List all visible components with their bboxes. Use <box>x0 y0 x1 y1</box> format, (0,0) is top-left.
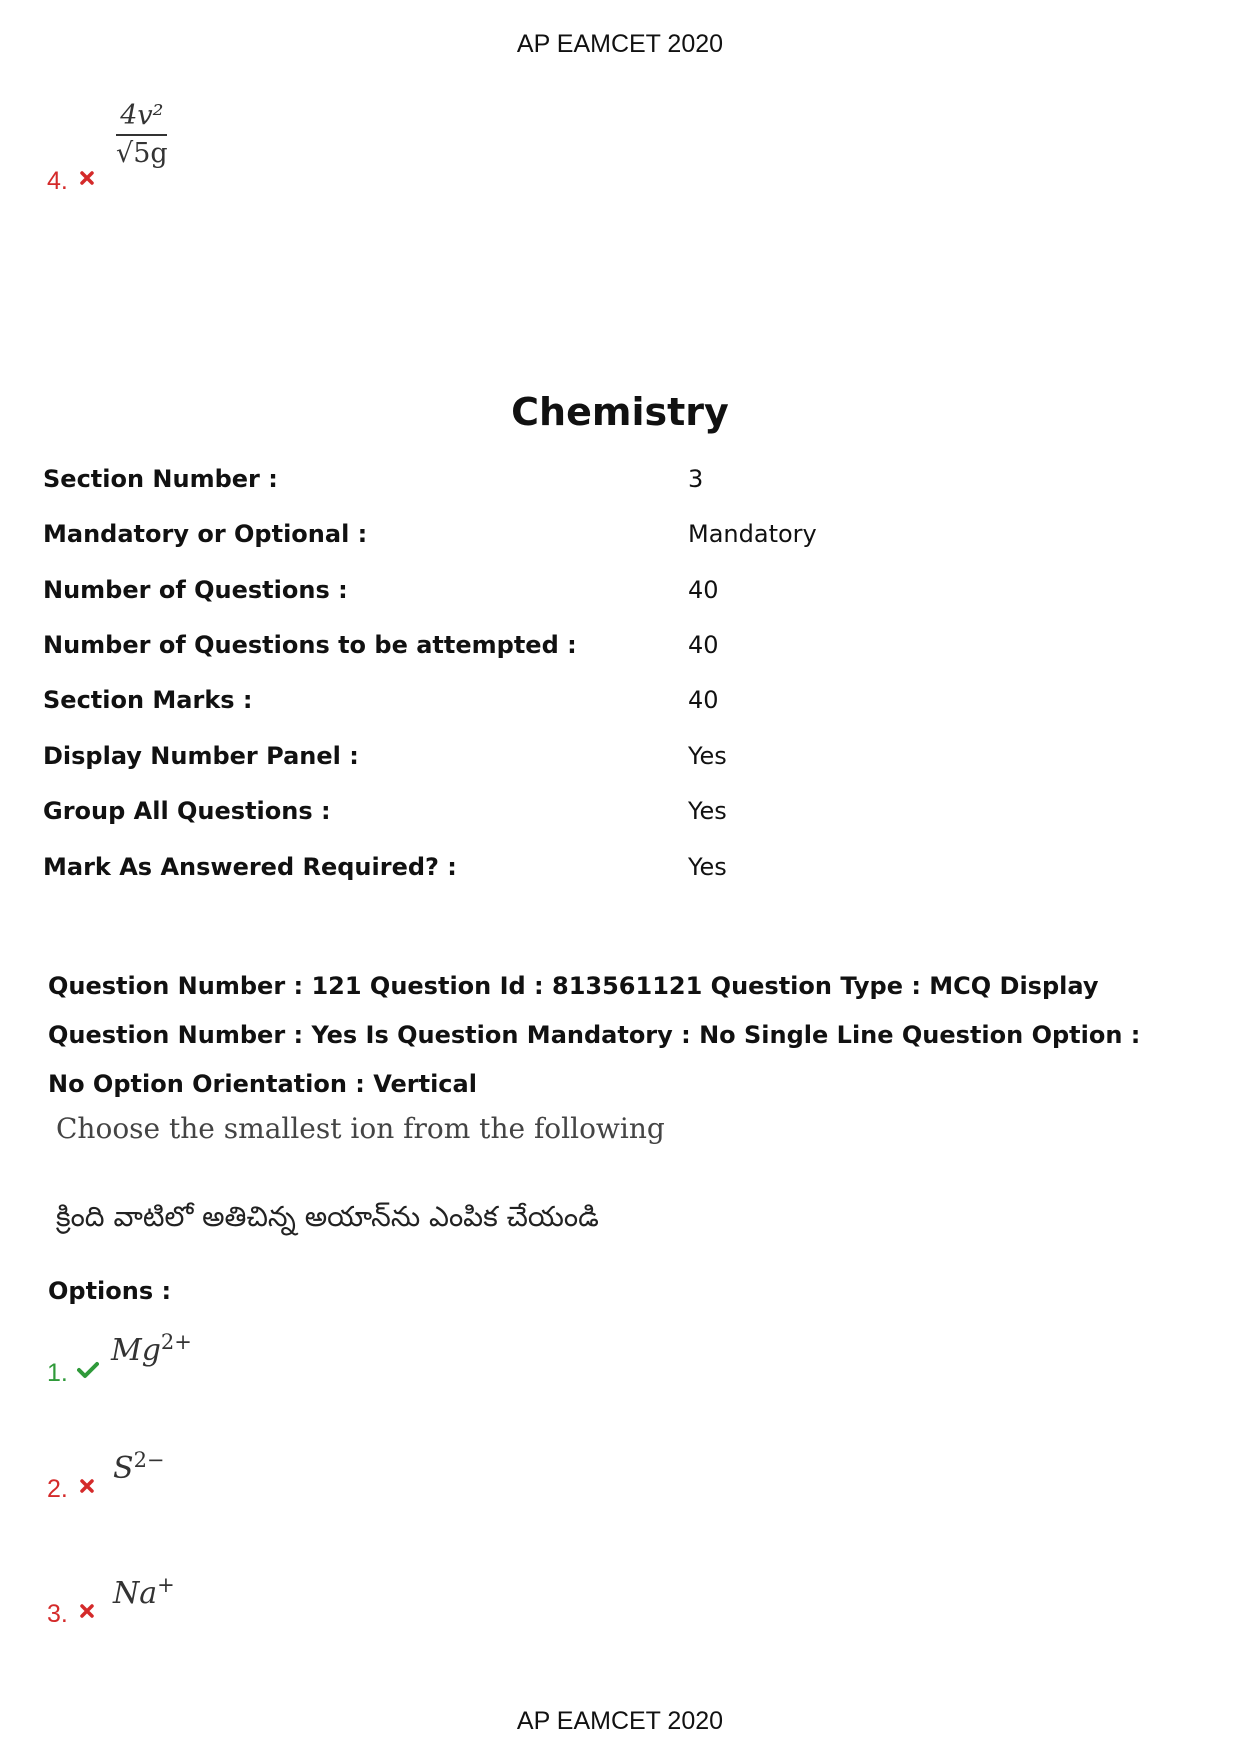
info-row-display-number-panel <box>43 742 1193 782</box>
info-row-group-all-questions <box>43 797 1193 837</box>
info-row-questions-attempted <box>43 631 1193 671</box>
option-ion <box>113 1448 165 1486</box>
ion-symbol: Na <box>113 1576 158 1611</box>
ion-symbol: Mg <box>111 1333 161 1368</box>
info-label: Number of Questions : <box>43 576 348 604</box>
info-row-mandatory <box>43 520 1193 560</box>
option-2 <box>47 1475 68 1504</box>
formula-numerator: 4v² <box>116 98 167 136</box>
question-text-telugu: క్రింది వాటిలో అతిచిన్న అయాన్‌ను ఎంపిక చేయండి <box>56 1200 599 1233</box>
ion-charge: 2− <box>133 1448 165 1472</box>
formula-denominator: √5g <box>116 138 168 169</box>
page-footer: AP EAMCET 2020 <box>516 1707 724 1735</box>
options-label: Options : <box>48 1277 172 1305</box>
cross-icon <box>79 1478 95 1498</box>
option-ion <box>111 1330 192 1368</box>
info-row-mark-as-answered <box>43 853 1193 893</box>
info-value: 40 <box>688 576 719 604</box>
info-value: Mandatory <box>688 520 817 548</box>
question-text-english: Choose the smallest ion from the following <box>56 1112 665 1145</box>
info-row-section-marks <box>43 686 1193 726</box>
option-formula <box>116 98 168 172</box>
ion-charge: 2+ <box>160 1330 192 1354</box>
info-label: Display Number Panel : <box>43 742 359 770</box>
section-title: Chemistry <box>511 390 729 434</box>
option-1 <box>47 1359 68 1388</box>
page-header: AP EAMCET 2020 <box>516 30 724 58</box>
option-number: 3. <box>47 1600 68 1628</box>
ion-charge: + <box>157 1573 175 1597</box>
info-label: Group All Questions : <box>43 797 331 825</box>
info-value: 3 <box>688 465 704 493</box>
info-value: Yes <box>688 742 727 770</box>
info-value: 40 <box>688 686 719 714</box>
info-value: 40 <box>688 631 719 659</box>
check-icon <box>77 1361 99 1383</box>
info-value: Yes <box>688 797 727 825</box>
info-row-number-of-questions <box>43 576 1193 616</box>
previous-option-4 <box>47 167 68 196</box>
option-number: 2. <box>47 1475 68 1503</box>
option-ion <box>113 1573 175 1611</box>
cross-icon <box>79 170 95 190</box>
option-number: 4. <box>47 167 68 195</box>
cross-icon <box>79 1603 95 1623</box>
info-label: Mark As Answered Required? : <box>43 853 457 881</box>
info-row-section-number <box>43 465 1193 505</box>
info-label: Number of Questions to be attempted : <box>43 631 577 659</box>
ion-symbol: S <box>113 1451 134 1486</box>
info-label: Mandatory or Optional : <box>43 520 368 548</box>
option-number: 1. <box>47 1359 68 1387</box>
info-value: Yes <box>688 853 727 881</box>
question-meta: Question Number : 121 Question Id : 813561121 Question Type : MCQ Display Question Number : Yes Is Question Mandatory : No Single Line Question Option : No Option Orientation : Vertical <box>48 972 1141 1098</box>
option-3 <box>47 1600 68 1629</box>
info-label: Section Number : <box>43 465 278 493</box>
info-label: Section Marks : <box>43 686 253 714</box>
